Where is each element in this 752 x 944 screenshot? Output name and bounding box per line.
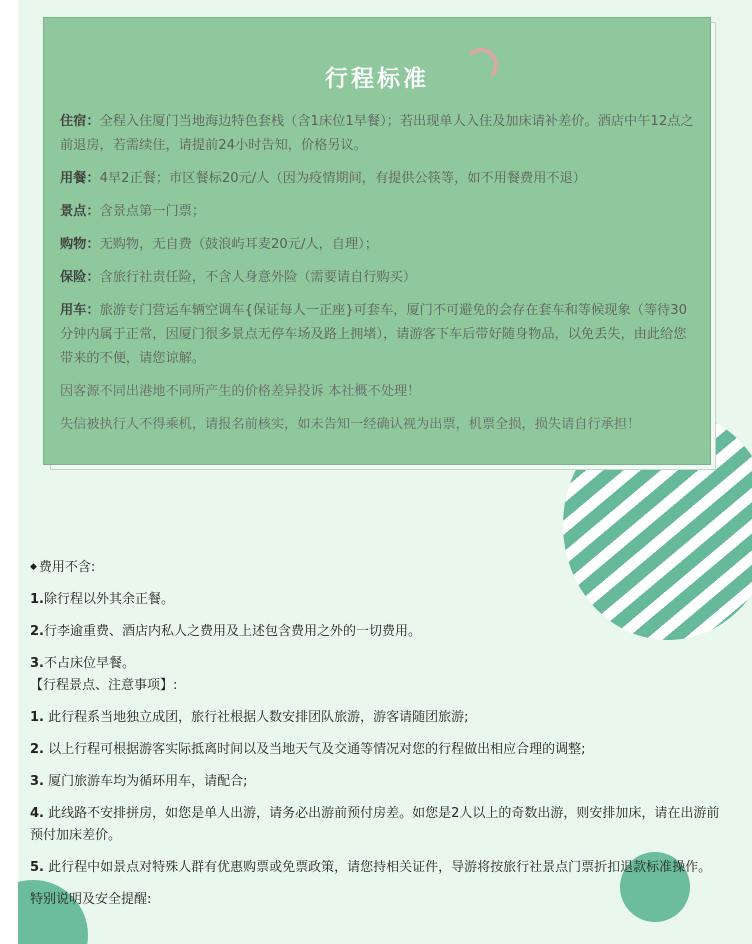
item-text: 无购物，无自费（鼓浪屿耳麦20元/人，自理）； (99, 237, 378, 252)
note-dishonest-persons: 失信被执行人不得乘机，请报名前核实，如未告知一经确认视为出票，机票全损，损失请自行承担！ (60, 417, 641, 432)
excluded-item: 1.除行程以外其余正餐。 (30, 592, 174, 607)
item-label: 购物： (60, 237, 100, 252)
info-section (30, 556, 730, 911)
note-item: 2. 以上行程可根据游客实际抵离时间以及当地天气及交通等情况对您的行程做出相应合理的调整; (30, 742, 586, 757)
card-title: 行程标准 (325, 66, 429, 92)
note-item: 3. 厦门旅游车均为循环用车，请配合; (30, 774, 248, 789)
item-text: 旅游专门营运车辆空调车{保证每人一正座}可套车，厦门不可避免的会存在套车和等候现象（等待30分钟内属于正常，因厦门很多景点无停车场及路上拥堵），请游客下车后带好随身物品，以免丢失，由此给您带来的不便，请您谅解。 (60, 303, 687, 366)
item-text: 4早2正餐；市区餐标20元/人（因为疫情期间，有提供公筷等，如不用餐费用不退） (99, 171, 586, 186)
note-item: 4. 此线路不安排拼房，如您是单人出游，请务必出游前预付房差。如您是2人以上的奇数出游，则安排加床，请在出游前预付加床差价。 (30, 806, 720, 843)
item-label: 保险： (60, 270, 100, 285)
note-item: 1. 此行程系当地独立成团，旅行社根据人数安排团队旅游，游客请随团旅游; (30, 710, 469, 725)
item-label: 用车： (60, 303, 100, 318)
item-text: 全程入住厦门当地海边特色套栈（含1床位1早餐）；若出现单人入住及加床请补差价。酒店中午12点之前退房，若需续住，请提前24小时告知，价格另议。 (60, 114, 694, 153)
item-text: 含旅行社责任险，不含人身意外险（需要请自行购买） (99, 270, 417, 285)
item-shopping (60, 233, 694, 257)
itinerary-standard-card (43, 17, 711, 465)
note-price-difference: 因客源不同出港地不同所产生的价格差异投诉 本社概不处理！ (60, 384, 421, 399)
excluded-item: 3.不占床位早餐。 (30, 656, 135, 671)
item-meals (60, 167, 694, 191)
item-sights (60, 200, 694, 224)
item-text: 含景点第一门票； (99, 204, 206, 219)
item-insurance (60, 266, 694, 290)
notes-heading: 【行程景点、注意事项】: (30, 678, 178, 693)
diamond-icon: ◆ (30, 562, 37, 572)
item-label: 景点： (60, 204, 100, 219)
item-accommodation (60, 110, 694, 158)
excluded-heading: ◆ 费用不含: (30, 560, 96, 575)
card-body (60, 110, 694, 446)
item-vehicle (60, 299, 694, 371)
note-item: 5. 此行程中如景点对特殊人群有优惠购票或免票政策，请您持相关证件，导游将按旅行社景点门票折扣退款标准操作。 (30, 860, 712, 875)
item-label: 住宿： (60, 114, 100, 129)
safety-heading: 特别说明及安全提醒: (30, 892, 152, 907)
item-label: 用餐： (60, 171, 100, 186)
excluded-item: 2.行李逾重费、酒店内私人之费用及上述包含费用之外的一切费用。 (30, 624, 421, 639)
